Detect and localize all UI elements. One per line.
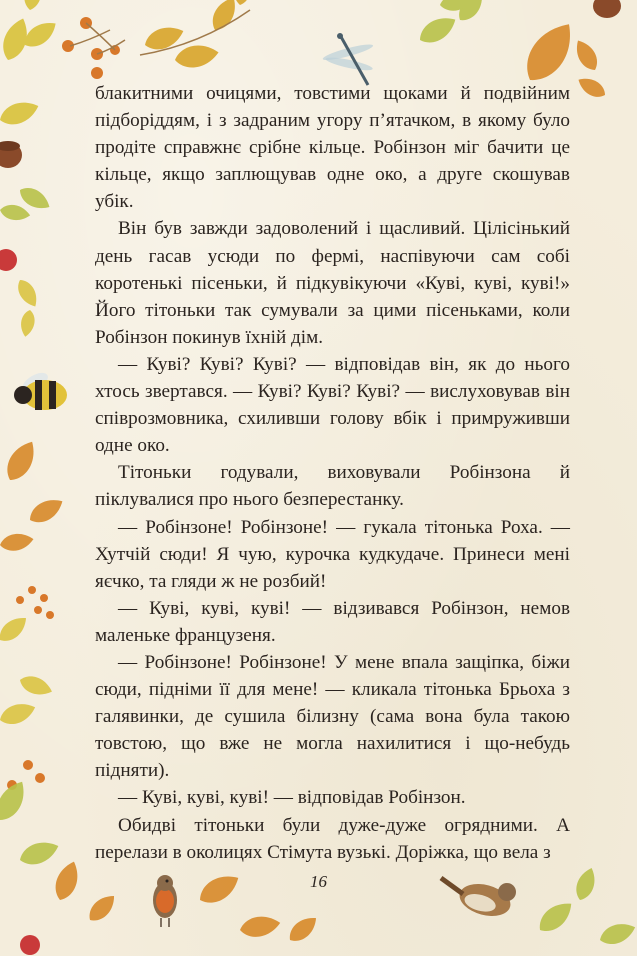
- paragraph: — Куві, куві, куві! — відзивався Робінзон, немов маленьке французеня.: [95, 597, 570, 646]
- leaf-icon: [0, 612, 55, 729]
- leaf-icon: [0, 0, 61, 129]
- leaf-icon: [415, 0, 488, 49]
- paragraph: — Куві? Куві? Куві? — відповідав він, як до нього хтось звертався. — Куві? Куві? Куві? — вислуховував він співрозмовника, схиливши голову вбік і примруживши одне око.: [95, 353, 570, 457]
- leaf-icon: [0, 183, 54, 223]
- page-number: 16: [310, 872, 327, 891]
- leaf-icon: [14, 276, 42, 338]
- acorn-icon: [593, 0, 621, 18]
- paragraph: — Робінзоне! Робінзоне! — гукала тітонька Роха. — Хутчій сюди! Я чую, курочка кудкудаче. Принеси мені яєчко, та гляди ж не розбий!: [95, 516, 570, 592]
- hazelnut-icon: [0, 141, 22, 168]
- leaf-icon: [0, 776, 62, 869]
- body-text: [95, 80, 570, 866]
- paragraph: Обидві тітоньки були дуже-дуже огрядними. А перелази в околицях Стімута вузькі. Доріжка, що вела з: [95, 814, 570, 863]
- leaf-icon: [0, 436, 67, 553]
- bumblebee-icon: [14, 369, 67, 410]
- berry-icon: [0, 249, 17, 271]
- paragraph: Тітоньки годували, виховували Робінзона й піклувалися про нього безперестанку.: [95, 462, 570, 511]
- berry-icon: [7, 760, 45, 790]
- berry-icon: [16, 586, 54, 619]
- paragraph: — Робінзоне! Робінзоне! У мене впала защіпка, біжи сюди, підніми її для мене! — кликала тітонька Брьоха з галявинки, де сушила білизну (сама вона була такою товстою, що вже не могла нахилитися і що-небудь підняти).: [95, 651, 570, 782]
- berry-icon: [20, 935, 40, 955]
- paragraph: Він був завжди задоволений і щасливий. Цілісінький день гасав усюди по фермі, наспівуючи сам собі коротенькі пісеньки, й підкувікуючи «Куві, куві, куві!» Його тітоньки так сумували за цими пісеньками, коли Робінзон покинув їхній дім.: [95, 218, 570, 348]
- paragraph: блакитними очицями, товстими щоками й подвійним підборіддям, і з задраним угору п’ятачком, в якому було продіте справжнє срібне кільце. Робінзон міг бачити це кільце, якщо заплющував одне око, а друге скошував убік.: [95, 83, 570, 213]
- dragonfly-icon: [322, 33, 374, 85]
- paragraph: — Куві, куві, куві! — відповідав Робінзон.: [118, 787, 466, 809]
- leaf-icon: [142, 0, 254, 71]
